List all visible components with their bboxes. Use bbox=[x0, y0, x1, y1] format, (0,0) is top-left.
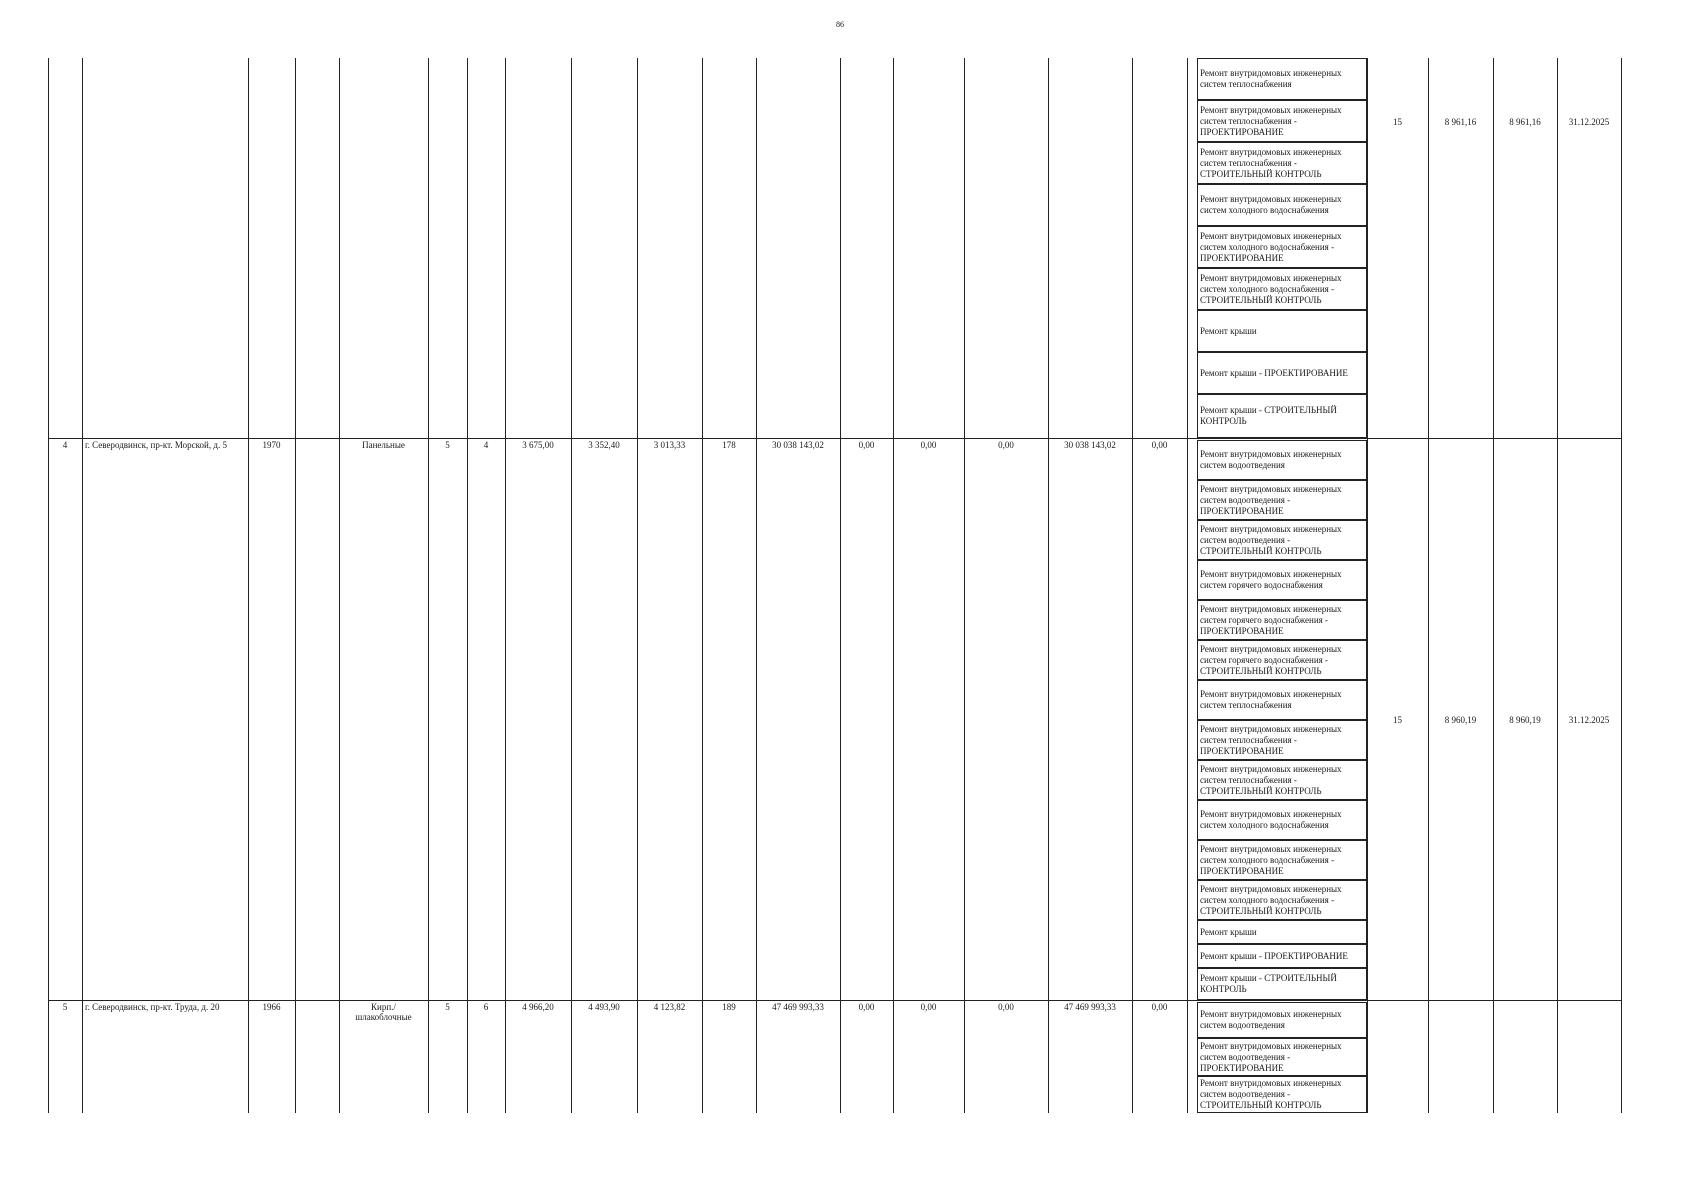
grid-line bbox=[571, 58, 572, 1113]
work-item: Ремонт крыши bbox=[1197, 920, 1367, 944]
grid-line bbox=[964, 58, 965, 1113]
work-item: Ремонт крыши - СТРОИТЕЛЬНЫЙ КОНТРОЛЬ bbox=[1197, 968, 1367, 1000]
cost-total: 30 038 143,02 bbox=[772, 440, 824, 450]
work-item: Ремонт внутридомовых инженерных систем горячего водоснабжения - СТРОИТЕЛЬНЫЙ КОНТРОЛЬ bbox=[1197, 640, 1367, 680]
grid-line bbox=[637, 58, 638, 1113]
work-item: Ремонт внутридомовых инженерных систем теплоснабжения - СТРОИТЕЛЬНЫЙ КОНТРОЛЬ bbox=[1197, 142, 1367, 184]
grid-line bbox=[1132, 58, 1133, 1113]
fund-owners: 30 038 143,02 bbox=[1064, 440, 1116, 450]
work-item: Ремонт внутридомовых инженерных систем водоотведения bbox=[1197, 440, 1367, 480]
work-item: Ремонт крыши - СТРОИТЕЛЬНЫЙ КОНТРОЛЬ bbox=[1197, 394, 1367, 438]
work-item: Ремонт крыши bbox=[1197, 310, 1367, 352]
work-item: Ремонт внутридомовых инженерных систем холодного водоснабжения - СТРОИТЕЛЬНЫЙ КОНТРОЛЬ bbox=[1197, 268, 1367, 310]
residents: 178 bbox=[722, 440, 736, 450]
grid-line bbox=[756, 58, 757, 1113]
deadline: 31.12.2025 bbox=[1568, 117, 1610, 127]
fund-regional: 0,00 bbox=[920, 1002, 937, 1012]
fund-owners: 47 469 993,33 bbox=[1064, 1002, 1116, 1012]
deadline: 31.12.2025 bbox=[1568, 715, 1610, 725]
work-item: Ремонт внутридомовых инженерных систем горячего водоснабжения bbox=[1197, 560, 1367, 600]
work-item: Ремонт внутридомовых инженерных систем холодного водоснабжения bbox=[1197, 184, 1367, 226]
fund-municipal: 0,00 bbox=[998, 440, 1014, 450]
work-item: Ремонт внутридомовых инженерных систем теплоснабжения - СТРОИТЕЛЬНЫЙ КОНТРОЛЬ bbox=[1197, 760, 1367, 800]
grid-line bbox=[702, 58, 703, 1113]
work-item: Ремонт внутридомовых инженерных систем теплоснабжения - ПРОЕКТИРОВАНИЕ bbox=[1197, 100, 1367, 142]
fund-federal: 0,00 bbox=[858, 440, 875, 450]
fund-other: 0,00 bbox=[1151, 1002, 1168, 1012]
floors: 5 bbox=[445, 440, 450, 450]
work-item: Ремонт внутридомовых инженерных систем теплоснабжения bbox=[1197, 680, 1367, 720]
work-item: Ремонт внутридомовых инженерных систем теплоснабжения - ПРОЕКТИРОВАНИЕ bbox=[1197, 720, 1367, 760]
residents: 189 bbox=[722, 1002, 736, 1012]
fund-federal: 0,00 bbox=[858, 1002, 875, 1012]
work-item: Ремонт внутридомовых инженерных систем водоотведения - ПРОЕКТИРОВАНИЕ bbox=[1197, 480, 1367, 520]
work-item: Ремонт внутридомовых инженерных систем горячего водоснабжения - ПРОЕКТИРОВАНИЕ bbox=[1197, 600, 1367, 640]
address: г. Северодвинск, пр-кт. Труда, д. 20 bbox=[85, 1002, 220, 1012]
work-item: Ремонт внутридомовых инженерных систем холодного водоснабжения - СТРОИТЕЛЬНЫЙ КОНТРОЛЬ bbox=[1197, 880, 1367, 920]
work-item: Ремонт внутридомовых инженерных систем холодного водоснабжения - ПРОЕКТИРОВАНИЕ bbox=[1197, 840, 1367, 880]
fund-municipal: 0,00 bbox=[998, 1002, 1014, 1012]
area-residential: 3 013,33 bbox=[653, 440, 686, 450]
grid-line bbox=[1367, 58, 1368, 1113]
entrances: 6 bbox=[483, 1002, 489, 1012]
wall-material: Панельные bbox=[362, 440, 405, 450]
cost-a: 8 961,16 bbox=[1444, 117, 1477, 127]
grid-line bbox=[505, 58, 506, 1113]
row-divider bbox=[48, 1000, 1621, 1001]
area-total: 4 966,20 bbox=[522, 1002, 554, 1012]
row-divider bbox=[48, 438, 1621, 439]
grid-line bbox=[248, 58, 249, 1113]
area-living: 4 493,90 bbox=[588, 1002, 620, 1012]
work-item: Ремонт внутридомовых инженерных систем водоотведения bbox=[1197, 1002, 1367, 1038]
address: г. Северодвинск, пр-кт. Морской, д. 5 bbox=[85, 440, 227, 450]
work-item: Ремонт внутридомовых инженерных систем холодного водоснабжения bbox=[1197, 800, 1367, 840]
work-item: Ремонт внутридомовых инженерных систем холодного водоснабжения - ПРОЕКТИРОВАНИЕ bbox=[1197, 226, 1367, 268]
grid-line bbox=[339, 58, 340, 1113]
grid-line bbox=[1187, 58, 1188, 1113]
grid-line bbox=[48, 58, 49, 1113]
work-item: Ремонт внутридомовых инженерных систем водоотведения - СТРОИТЕЛЬНЫЙ КОНТРОЛЬ bbox=[1197, 520, 1367, 560]
cost-b: 8 960,19 bbox=[1509, 715, 1541, 725]
fund-regional: 0,00 bbox=[920, 440, 937, 450]
work-item: Ремонт внутридомовых инженерных систем теплоснабжения bbox=[1197, 58, 1367, 100]
grid-line bbox=[840, 58, 841, 1113]
period: 15 bbox=[1393, 715, 1402, 725]
cost-b: 8 961,16 bbox=[1509, 117, 1541, 127]
row-number: 4 bbox=[62, 440, 68, 450]
year: 1966 bbox=[262, 1002, 281, 1012]
cost-total: 47 469 993,33 bbox=[772, 1002, 824, 1012]
grid-line bbox=[428, 58, 429, 1113]
grid-line bbox=[1428, 58, 1429, 1113]
grid-line bbox=[893, 58, 894, 1113]
grid-line bbox=[1557, 58, 1558, 1113]
wall-material: Кирп./ шлакоблочные bbox=[355, 1002, 412, 1022]
row-number: 5 bbox=[62, 1002, 68, 1012]
grid-line bbox=[467, 58, 468, 1113]
work-item: Ремонт крыши - ПРОЕКТИРОВАНИЕ bbox=[1197, 944, 1367, 968]
grid-line bbox=[1493, 58, 1494, 1113]
area-residential: 4 123,82 bbox=[653, 1002, 686, 1012]
area-total: 3 675,00 bbox=[522, 440, 554, 450]
grid-line bbox=[82, 58, 83, 1113]
year: 1970 bbox=[262, 440, 281, 450]
grid-line bbox=[1621, 58, 1622, 1113]
work-item: Ремонт крыши - ПРОЕКТИРОВАНИЕ bbox=[1197, 352, 1367, 394]
entrances: 4 bbox=[483, 440, 489, 450]
floors: 5 bbox=[445, 1002, 450, 1012]
period: 15 bbox=[1393, 117, 1402, 127]
area-living: 3 352,40 bbox=[588, 440, 620, 450]
fund-other: 0,00 bbox=[1151, 440, 1168, 450]
work-item: Ремонт внутридомовых инженерных систем водоотведения - ПРОЕКТИРОВАНИЕ bbox=[1197, 1038, 1367, 1076]
cost-a: 8 960,19 bbox=[1444, 715, 1477, 725]
page-number: 86 bbox=[836, 20, 844, 29]
grid-line bbox=[295, 58, 296, 1113]
work-item: Ремонт внутридомовых инженерных систем водоотведения - СТРОИТЕЛЬНЫЙ КОНТРОЛЬ bbox=[1197, 1076, 1367, 1113]
grid-line bbox=[1048, 58, 1049, 1113]
